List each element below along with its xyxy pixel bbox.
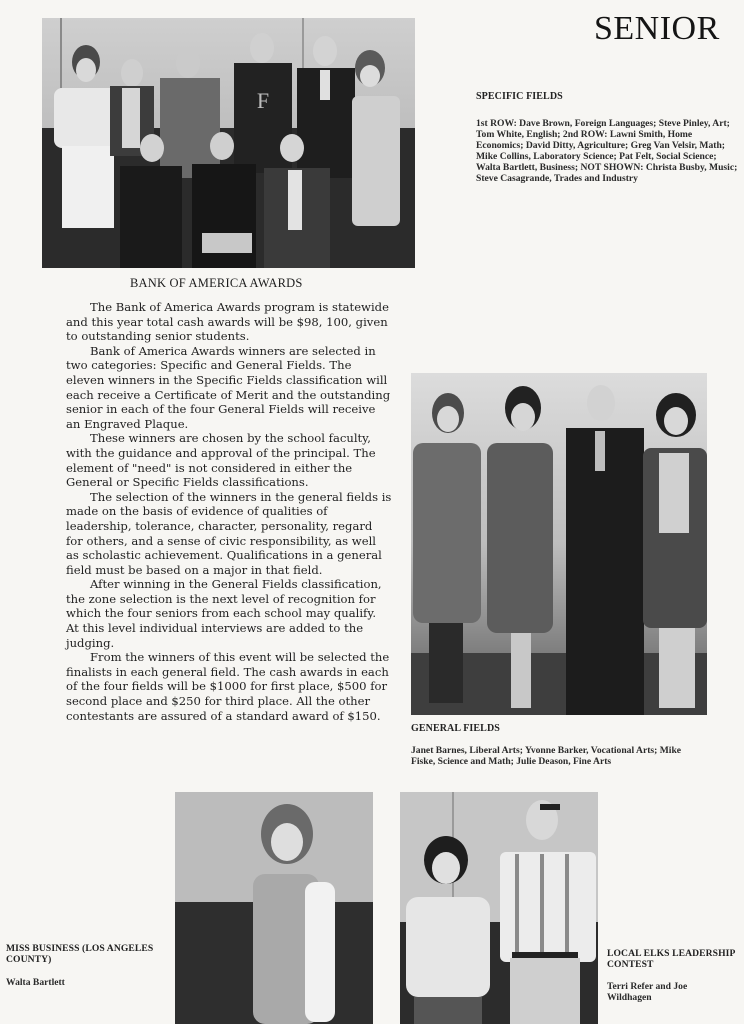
general-fields-heading: GENERAL FIELDS <box>411 723 500 734</box>
specific-fields-heading: SPECIFIC FIELDS <box>476 91 563 102</box>
article-body <box>66 300 392 723</box>
elks-heading: LOCAL ELKS LEADERSHIP CONTEST <box>607 948 735 970</box>
general-fields-caption: Janet Barnes, Liberal Arts; Yvonne Barker, Vocational Arts; Mike Fiske, Science and Math; Julie Deason, Fine Arts <box>411 745 682 767</box>
group-photo-illustration <box>42 18 415 268</box>
photo-miss-business <box>175 792 373 1024</box>
article-heading: BANK OF AMERICA AWARDS <box>130 276 303 290</box>
article-paragraph: From the winners of this event will be selected the finalists in each general field. The cash awards in each of the four fields will be $1000 for first place, $500 for second place and $250 for third place. All the other contestants are assured of a standard award of $150. <box>66 650 390 723</box>
general-fields-photo-illustration <box>411 373 707 715</box>
svg-text:F: F <box>256 88 270 113</box>
miss-business-heading: MISS BUSINESS (LOS ANGELES COUNTY) <box>6 943 154 965</box>
article-paragraph: These winners are chosen by the school faculty, with the guidance and approval of the principal. The element of "need" is not considered in either the General or Specific Fields classifications. <box>66 431 376 490</box>
page-section-title: SENIOR <box>594 10 720 47</box>
article-paragraph: After winning in the General Fields classification, the zone selection is the next level of recognition for which the four seniors from each school may qualify. At this level individual interviews are added to the judging. <box>66 577 382 650</box>
article-paragraph: Bank of America Awards winners are selected in two categories: Specific and General Fields. The eleven winners in the Specific Fields classification will each receive a Certificate of Merit and the outstanding senior in each of the four General Fields will receive an Engraved Plaque. <box>66 343 391 431</box>
miss-business-caption: Walta Bartlett <box>6 977 65 988</box>
specific-fields-caption: 1st ROW: Dave Brown, Foreign Languages; Steve Pinley, Art; Tom White, English; 2nd ROW: Lawni Smith, Home Economics; David Ditty, Agriculture; Greg Van Velsir, Math; Mike Collins, Laboratory Science; Pat Felt, Social Science; Walta Bartlett, Business; NOT SHOWN: Christa Busby, Music; Steve Casagrande, Trades and Industry <box>476 118 738 184</box>
miss-business-photo-illustration <box>175 792 373 1024</box>
photo-specific-fields-winners <box>42 18 415 268</box>
photo-general-fields-winners <box>411 373 707 715</box>
elks-caption: Terri Refer and Joe Wildhagen <box>607 981 688 1003</box>
article-paragraph: The Bank of America Awards program is statewide and this year total cash awards will be $98, 100, given to outstanding senior students. <box>66 300 389 344</box>
photo-elks-leadership <box>400 792 598 1024</box>
article-paragraph: The selection of the winners in the general fields is made on the basis of evidence of qualities of leadership, tolerance, character, personality, regard for others, and a sense of civic responsibility, as well as scholastic achievement. Qualifications in a general field must be based on a major in that field. <box>66 489 392 577</box>
elks-photo-illustration <box>400 792 598 1024</box>
